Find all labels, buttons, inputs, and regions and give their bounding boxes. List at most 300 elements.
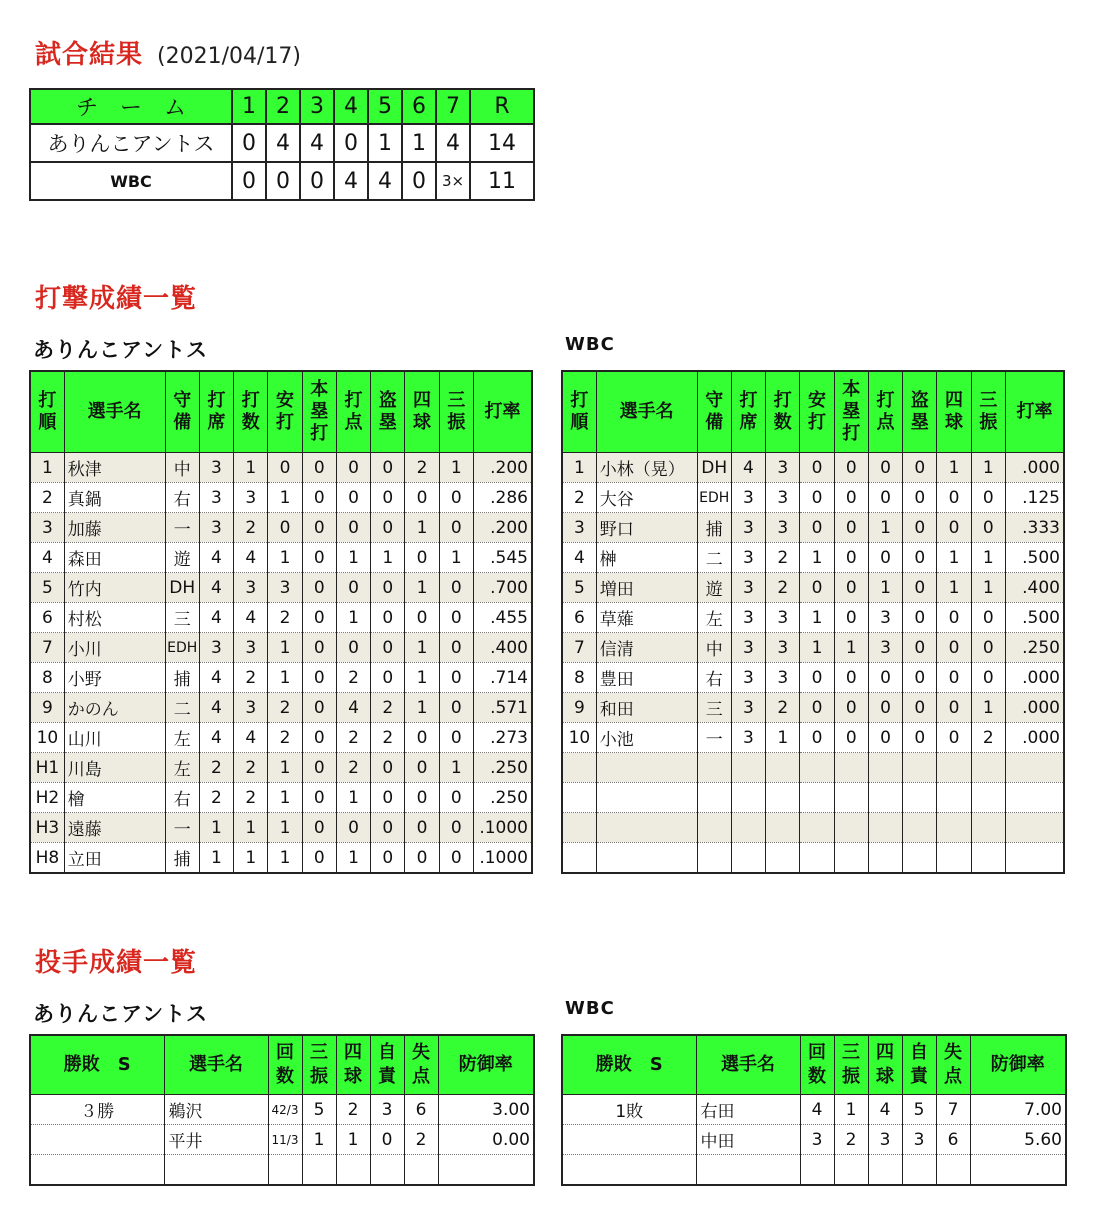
batting-row [562,633,1064,663]
stat-cell: 3 [199,513,233,543]
stat-cell: H1 [30,753,64,783]
stat-cell: 8 [562,663,596,693]
inning-score-cell: 1 [402,124,436,162]
player-name-cell: 山川 [64,723,165,753]
stat-cell [697,753,731,783]
stat-cell [902,1155,936,1186]
batting-header-cell: 打席 [199,371,233,453]
stat-cell: 遊 [165,543,199,573]
win-loss-cell [562,1155,696,1186]
pitching-table-away [561,1034,1067,1186]
batting-row [30,453,532,483]
stat-cell: 0 [834,603,868,633]
stat-cell: 3 [868,603,902,633]
player-name-cell: 小池 [596,723,697,753]
stat-cell [562,813,596,843]
stat-cell: 1 [868,573,902,603]
stat-cell [800,783,834,813]
stat-cell: 2 [234,783,268,813]
stat-cell [868,753,902,783]
stat-cell: 0 [371,633,405,663]
batting-row [562,573,1064,603]
player-name-cell [596,783,697,813]
batting-average-cell: .000 [1005,453,1064,483]
stat-cell: 6 [562,603,596,633]
stat-cell: 0 [371,453,405,483]
batting-away-team-name: WBC [565,334,615,355]
stat-cell: 0 [336,513,370,543]
stat-cell: 2 [199,783,233,813]
stat-cell: 0 [302,453,336,483]
stat-cell: 0 [336,453,370,483]
stat-cell [302,1155,336,1186]
stat-cell: 4 [199,663,233,693]
stat-cell [971,753,1005,783]
era-cell: 5.60 [970,1125,1066,1155]
batting-row [30,483,532,513]
batting-row [562,843,1064,874]
inning-score-cell: 0 [300,162,334,200]
stat-cell: 1 [336,783,370,813]
stat-cell: 2 [336,1095,370,1125]
stat-cell: 9 [562,693,596,723]
stat-cell: 2 [268,603,302,633]
stat-cell: 5 [30,573,64,603]
stat-cell: 0 [800,573,834,603]
batting-average-cell [1005,753,1064,783]
batting-header-cell: 打点 [336,371,370,453]
stat-cell: 3 [234,573,268,603]
era-cell: 0.00 [438,1125,534,1155]
stat-cell [370,1155,404,1186]
inning-7-header: 7 [436,89,470,124]
pitching-header-cell: 自責 [370,1035,404,1095]
batting-row [562,723,1064,753]
batting-average-cell: .333 [1005,513,1064,543]
stat-cell: 3 [234,483,268,513]
stat-cell: 0 [800,483,834,513]
batting-average-cell: .125 [1005,483,1064,513]
stat-cell: 0 [302,753,336,783]
stat-cell: 2 [336,753,370,783]
pitcher-name-cell [696,1155,800,1186]
stat-cell: 0 [868,663,902,693]
stat-cell: 0 [268,513,302,543]
batting-average-cell [1005,813,1064,843]
stat-cell: 2 [371,723,405,753]
pitching-row [30,1125,534,1155]
stat-cell: 0 [302,543,336,573]
stat-cell: 三 [165,603,199,633]
stat-cell [800,753,834,783]
player-name-cell: 竹内 [64,573,165,603]
batting-header-cell: 選手名 [64,371,165,453]
stat-cell: 1 [268,663,302,693]
stat-cell [868,1155,902,1186]
batting-header-cell: 本塁打 [834,371,868,453]
stat-cell [404,1155,438,1186]
batting-row [562,543,1064,573]
stat-cell: 1 [268,813,302,843]
stat-cell [800,1155,834,1186]
stat-cell: 0 [937,603,971,633]
scoreboard-row-away [30,162,534,200]
stat-cell [731,753,765,783]
player-name-cell: 増田 [596,573,697,603]
player-name-cell: 村松 [64,603,165,633]
stat-cell: 左 [165,753,199,783]
stat-cell [971,783,1005,813]
stat-cell: 0 [371,813,405,843]
batting-home-team-name: ありんこアントス [33,338,208,362]
stat-cell: 3 [199,453,233,483]
pitching-header-cell: 四球 [336,1035,370,1095]
stat-cell: 1 [234,813,268,843]
stat-cell: 1 [268,843,302,874]
batting-header-cell: 打率 [1005,371,1064,453]
stat-cell: 三 [697,693,731,723]
scoreboard-header [30,89,534,124]
player-name-cell: 小林（晃） [596,453,697,483]
stat-cell: 0 [937,723,971,753]
stat-cell: 0 [903,453,937,483]
stat-cell: 1 [766,723,800,753]
batting-average-cell: .250 [473,783,532,813]
stat-cell: 7 [936,1095,970,1125]
inning-6-header: 6 [402,89,436,124]
stat-cell: 0 [439,663,473,693]
batting-row [562,753,1064,783]
batting-header-cell: 打数 [234,371,268,453]
stat-cell: 4 [234,543,268,573]
stat-cell: 3 [766,663,800,693]
stat-cell: 0 [834,513,868,543]
batting-header-cell: 四球 [405,371,439,453]
runs-column-header: R [470,89,534,124]
era-cell [438,1155,534,1186]
stat-cell: 10 [562,723,596,753]
stat-cell: 1 [405,633,439,663]
stat-cell: 0 [371,783,405,813]
batting-average-cell: .714 [473,663,532,693]
team-name-cell: ありんこアントス [30,124,232,162]
stat-cell: 4 [562,543,596,573]
stat-cell: 0 [302,723,336,753]
pitching-row [562,1155,1066,1186]
stat-cell: 1 [268,753,302,783]
stat-cell: 3 [234,693,268,723]
batting-average-cell [1005,843,1064,874]
stat-cell: 1 [268,483,302,513]
inning-score-cell: 0 [334,124,368,162]
stat-cell: 0 [834,663,868,693]
stat-cell: 2 [562,483,596,513]
stat-cell: 1 [336,543,370,573]
stat-cell: 0 [971,663,1005,693]
batting-average-cell: .700 [473,573,532,603]
batting-average-cell: .200 [473,513,532,543]
stat-cell: 0 [405,723,439,753]
pitching-header-cell: 失点 [404,1035,438,1095]
stat-cell: 3 [731,723,765,753]
game-date: (2021/04/17) [157,44,301,69]
batting-row [562,813,1064,843]
stat-cell: 0 [405,843,439,874]
stat-cell: 2 [268,723,302,753]
pitching-row [30,1095,534,1125]
stat-cell: 3 [234,633,268,663]
pitching-header-cell: 防御率 [438,1035,534,1095]
stat-cell [766,783,800,813]
era-cell [970,1155,1066,1186]
stat-cell: 3 [766,513,800,543]
stat-cell [903,813,937,843]
pitching-table-home [29,1034,535,1186]
pitching-header-cell: 回数 [268,1035,302,1095]
stat-cell: 0 [405,543,439,573]
player-name-cell: 真鍋 [64,483,165,513]
stat-cell: 3 [731,603,765,633]
stat-cell: 0 [903,633,937,663]
stat-cell: 0 [439,603,473,633]
inning-score-cell: 0 [402,162,436,200]
batting-average-cell: .500 [1005,603,1064,633]
batting-row [30,513,532,543]
stat-cell: 右 [165,483,199,513]
stat-cell: 3 [800,1125,834,1155]
stat-cell: 左 [165,723,199,753]
stat-cell: 2 [199,753,233,783]
player-name-cell: 和田 [596,693,697,723]
stat-cell [903,783,937,813]
stat-cell: 0 [405,483,439,513]
stat-cell: EDH [697,483,731,513]
pitcher-name-cell [164,1155,268,1186]
player-name-cell: 秋津 [64,453,165,483]
stat-cell: 1 [868,513,902,543]
stat-cell: 3 [562,513,596,543]
stat-cell: H2 [30,783,64,813]
stat-cell: 0 [336,573,370,603]
batting-row [562,513,1064,543]
stat-cell [731,783,765,813]
player-name-cell: 森田 [64,543,165,573]
stat-cell: 2 [234,663,268,693]
stat-cell: 0 [834,453,868,483]
stat-cell [834,783,868,813]
batting-average-cell: .1000 [473,843,532,874]
stat-cell: 1 [937,573,971,603]
stat-cell: 0 [405,813,439,843]
stat-cell: 1 [30,453,64,483]
game-result-heading: 試合結果 [35,40,144,70]
stat-cell [834,843,868,874]
stat-cell: 0 [371,603,405,633]
stat-cell: 1 [405,663,439,693]
batting-average-cell: .250 [473,753,532,783]
inning-4-header: 4 [334,89,368,124]
stat-cell [800,813,834,843]
stat-cell: 4 [199,723,233,753]
game-result-title [35,34,301,71]
stat-cell: 3 [868,1125,902,1155]
inning-score-cell: 4 [334,162,368,200]
pitching-header-cell: 回数 [800,1035,834,1095]
stat-cell [766,843,800,874]
batting-header-cell: 打率 [473,371,532,453]
stat-cell: 0 [439,693,473,723]
stat-cell [697,813,731,843]
stat-cell: 1 [971,693,1005,723]
stat-cell: 0 [439,813,473,843]
stat-cell [562,783,596,813]
batting-average-cell: .1000 [473,813,532,843]
pitching-header-row [30,1035,534,1095]
pitching-row [562,1095,1066,1125]
stat-cell: 0 [302,843,336,874]
stat-cell: 3 [731,633,765,663]
stat-cell: 4 [800,1095,834,1125]
stat-cell: 0 [834,483,868,513]
stat-cell: 0 [834,543,868,573]
stat-cell: 1 [937,543,971,573]
stat-cell [697,783,731,813]
batting-average-cell: .545 [473,543,532,573]
stat-cell: 1 [439,453,473,483]
player-name-cell [596,753,697,783]
inning-score-cell: 3× [436,162,470,200]
pitching-header-cell: 選手名 [164,1035,268,1095]
stat-cell: 4 [234,603,268,633]
stat-cell: EDH [165,633,199,663]
pitching-header-cell: 自責 [902,1035,936,1095]
stat-cell: 0 [405,603,439,633]
stat-cell: 0 [971,513,1005,543]
stat-cell: 3 [868,633,902,663]
inning-3-header: 3 [300,89,334,124]
batting-header-row [562,371,1064,453]
inning-score-cell: 0 [232,162,266,200]
stat-cell: 0 [302,483,336,513]
stat-cell: 1 [234,843,268,874]
stat-cell: 1 [268,783,302,813]
inning-score-cell: 1 [368,124,402,162]
stat-cell: 2 [971,723,1005,753]
stat-cell: H3 [30,813,64,843]
pitching-header-cell: 失点 [936,1035,970,1095]
batting-section-title: 打撃成績一覧 [35,284,198,314]
player-name-cell: 加藤 [64,513,165,543]
stat-cell: 0 [903,483,937,513]
batting-header-cell: 安打 [268,371,302,453]
stat-cell: 0 [937,663,971,693]
stat-cell: 0 [903,573,937,603]
stat-cell: 0 [439,843,473,874]
batting-header-cell: 三振 [971,371,1005,453]
stat-cell: 2 [268,693,302,723]
stat-cell: 0 [903,603,937,633]
player-name-cell: 信清 [596,633,697,663]
stat-cell: 3 [731,573,765,603]
stat-cell: 3 [766,453,800,483]
stat-cell: 二 [165,693,199,723]
stat-cell: 0 [371,483,405,513]
stat-cell: 11/3 [268,1125,302,1155]
inning-score-cell: 0 [232,124,266,162]
stat-cell: 0 [439,483,473,513]
batting-row [562,483,1064,513]
pitcher-name-cell: 平井 [164,1125,268,1155]
stat-cell: 0 [971,603,1005,633]
stat-cell: 0 [439,513,473,543]
stat-cell: 0 [302,813,336,843]
batting-header-row [30,371,532,453]
stat-cell: 0 [937,513,971,543]
stat-cell: 右 [165,783,199,813]
stat-cell [562,753,596,783]
total-runs-cell: 11 [470,162,534,200]
pitching-row [562,1125,1066,1155]
pitcher-name-cell: 中田 [696,1125,800,1155]
player-name-cell: 遠藤 [64,813,165,843]
pitching-header-cell: 勝敗 S [30,1035,164,1095]
stat-cell: 3 [731,543,765,573]
stat-cell: 1 [937,453,971,483]
stat-cell: 0 [302,633,336,663]
player-name-cell: 草薙 [596,603,697,633]
inning-1-header: 1 [232,89,266,124]
stat-cell: 3 [766,483,800,513]
win-loss-cell [562,1125,696,1155]
batting-row [30,783,532,813]
batting-row [30,573,532,603]
stat-cell [697,843,731,874]
batting-header-cell: 打順 [30,371,64,453]
stat-cell: 0 [903,723,937,753]
batting-row [30,663,532,693]
batting-header-cell: 盗塁 [903,371,937,453]
player-name-cell: 檜 [64,783,165,813]
stat-cell [971,843,1005,874]
stat-cell: 1 [971,543,1005,573]
batting-header-cell: 守備 [165,371,199,453]
batting-average-cell: .500 [1005,543,1064,573]
stat-cell [868,783,902,813]
stat-cell [937,783,971,813]
stat-cell: 1 [405,573,439,603]
stat-cell: 0 [302,693,336,723]
batting-header-cell: 盗塁 [371,371,405,453]
inning-2-header: 2 [266,89,300,124]
stat-cell: 1 [405,513,439,543]
era-cell: 3.00 [438,1095,534,1125]
inning-score-cell: 4 [436,124,470,162]
stat-cell: 0 [302,513,336,543]
stat-cell: 1 [834,633,868,663]
stat-cell: 0 [371,753,405,783]
stat-cell: 4 [336,693,370,723]
stat-cell: 1 [439,543,473,573]
stat-cell: 3 [731,663,765,693]
stat-cell: 0 [302,783,336,813]
stat-cell: 0 [868,693,902,723]
pitching-header-cell: 防御率 [970,1035,1066,1095]
pitching-row [30,1155,534,1186]
stat-cell: 2 [405,453,439,483]
stat-cell: 0 [302,573,336,603]
stat-cell: 9 [30,693,64,723]
stat-cell: H8 [30,843,64,874]
